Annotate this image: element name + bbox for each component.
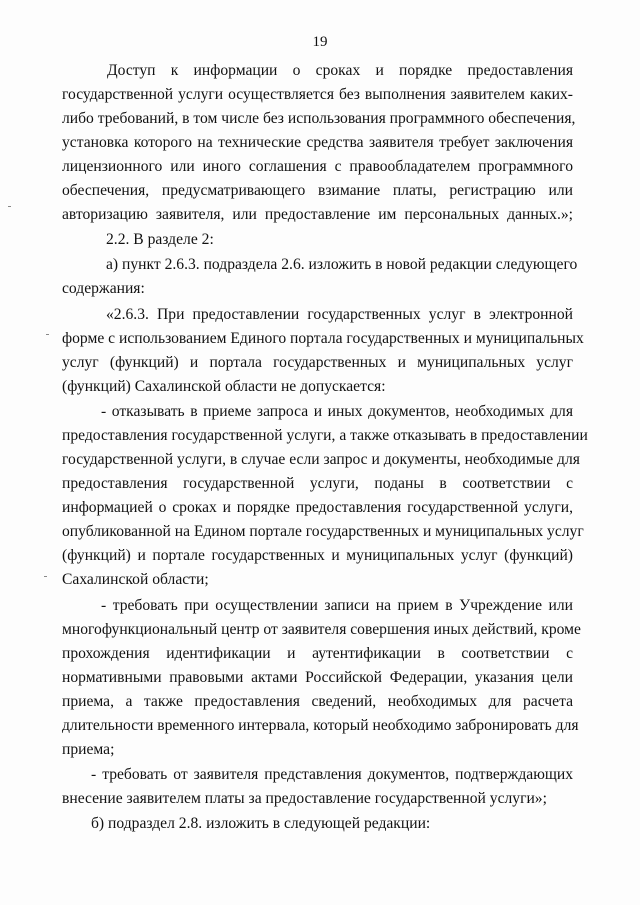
- text-line: государственной услуги, в случае если запрос и документы, необходимые для: [62, 451, 580, 468]
- text-line: внесение заявителем платы за предоставление государственной услуги»;: [62, 790, 547, 807]
- text-line: б) подраздел 2.8. изложить в следующей редакции:: [91, 815, 431, 832]
- text-line: предоставления государственной услуги, а также отказывать в предоставлении: [62, 427, 588, 444]
- page-number: 19: [312, 34, 328, 50]
- text-line: услуг (функций) и портала государственных и муниципальных услуг: [62, 354, 573, 371]
- text-line: длительности временного интервала, который необходимо забронировать для: [62, 717, 579, 734]
- text-line: обеспечения, предусматривающего взимание платы, регистрацию или: [62, 182, 573, 199]
- scan-speck: [8, 206, 11, 207]
- text-line: лицензионного или иного соглашения с правообладателем программного: [62, 158, 573, 175]
- text-line: Доступ к информации о сроках и порядке предоставления: [107, 62, 573, 79]
- text-line: «2.6.3. При предоставлении государственных услуг в электронной: [106, 306, 573, 323]
- text-line: а) пункт 2.6.3. подраздела 2.6. изложить в новой редакции следующего: [106, 256, 578, 273]
- text-line: прохождения идентификации и аутентификации в соответствии с: [62, 645, 573, 662]
- text-line: Сахалинской области;: [62, 571, 209, 588]
- text-line: - отказывать в приеме запроса и иных документов, необходимых для: [101, 403, 573, 420]
- text-line: нормативными правовыми актами Российской Федерации, указания цели: [62, 669, 573, 686]
- scan-speck: [46, 334, 49, 335]
- text-line: (функций) Сахалинской области не допускается:: [62, 378, 386, 395]
- text-line: установка которого на технические средства заявителя требует заключения: [62, 134, 573, 151]
- text-line: (функций) и портале государственных и муниципальных услуг (функций): [62, 547, 573, 564]
- section-heading: 2.2. В разделе 2:: [106, 231, 214, 248]
- text-line: опубликованной на Едином портале государственных и муниципальных услуг: [62, 523, 584, 540]
- scan-speck: [44, 576, 47, 577]
- text-line: государственной услуги осуществляется без выполнения заявителем каких-: [62, 86, 573, 103]
- text-line: предоставления государственной услуги, поданы в соответствии с: [62, 475, 573, 492]
- text-line: - требовать от заявителя представления документов, подтверждающих: [91, 766, 573, 783]
- text-line: - требовать при осуществлении записи на прием в Учреждение или: [101, 597, 573, 614]
- text-line: форме с использованием Единого портала государственных и муниципальных: [62, 330, 584, 347]
- text-line: содержания:: [62, 280, 145, 297]
- text-line: информацией о сроках и порядке предоставления государственной услуги,: [62, 499, 573, 516]
- text-line: либо требований, в том числе без использования программного обеспечения,: [62, 110, 576, 127]
- text-line: многофункциональный центр от заявителя совершения иных действий, кроме: [62, 621, 581, 638]
- text-line: авторизацию заявителя, или предоставление им персональных данных.»;: [62, 206, 573, 223]
- text-line: приема;: [62, 741, 115, 758]
- text-line: приема, а также предоставления сведений, необходимых для расчета: [62, 693, 573, 710]
